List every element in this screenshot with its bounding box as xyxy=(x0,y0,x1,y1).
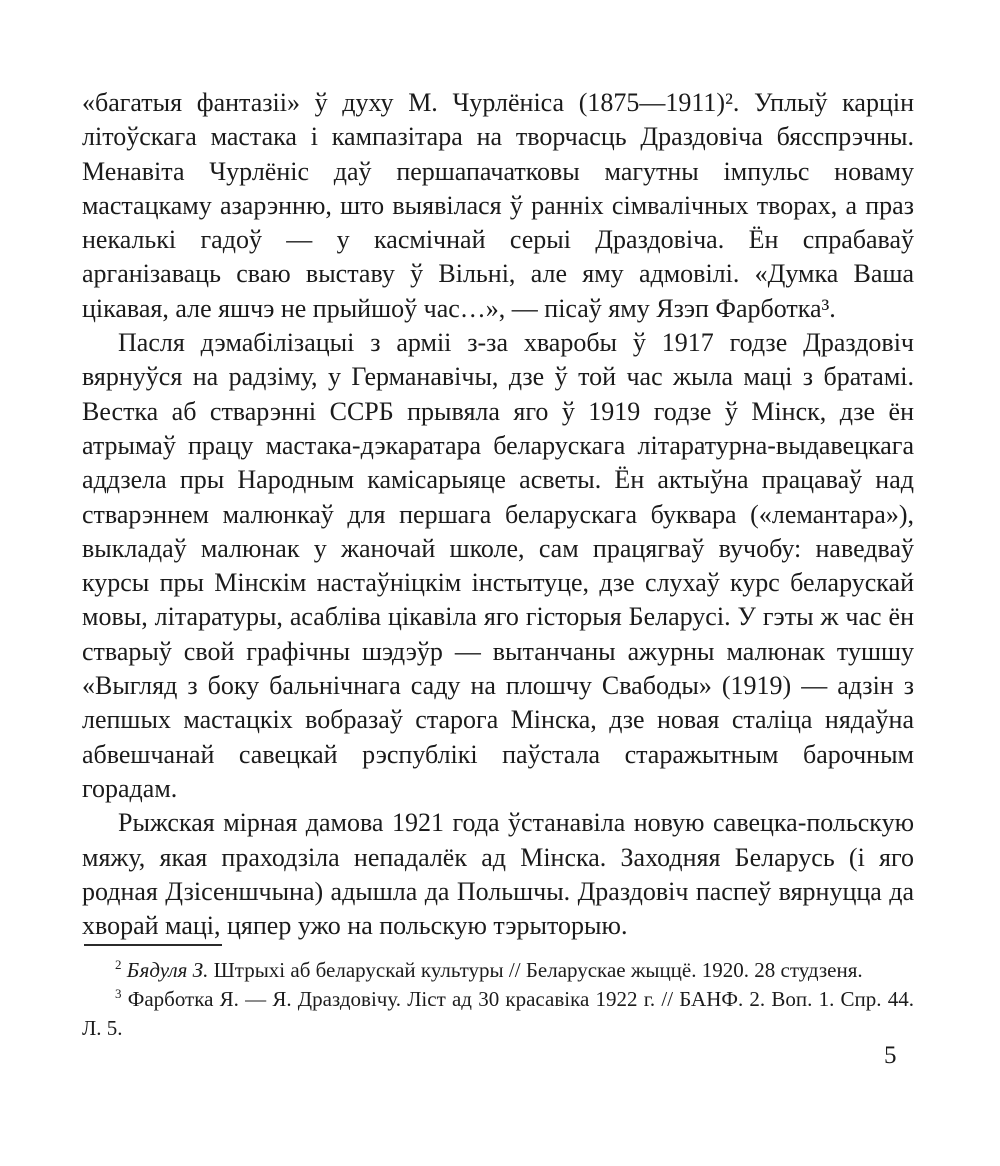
footnotes-section xyxy=(82,944,914,1043)
footnote-2-text: Штрыхі аб беларускай культуры // Беларускае жыццё. 1920. 28 студзеня. xyxy=(213,958,863,982)
main-text xyxy=(82,86,914,943)
footnote-2-marker: 2 xyxy=(115,957,122,972)
paragraph-2: Пасля дэмабілізацыі з арміі з-за хваробы ў 1917 годзе Драздовіч вярнуўся на радзіму, у Германавічы, дзе ў той час жыла маці з братамі. Вестка аб стварэнні ССРБ прывяла яго ў 1919 годзе ў Мінск, дзе ён атрымаў працу мастака-дэкаратара беларускага літаратурна-выдавецкага аддзела пры Народным камісарыяце асветы. Ён актыўна працаваў над стварэннем малюнкаў для першага беларускага буквара («лемантара»), выкладаў малюнак у жаночай школе, сам працягваў вучобу: наведваў курсы пры Мінскім настаўніцкім інстытуце, дзе слухаў курс беларускай мовы, літаратуры, асабліва цікавіла яго гісторыя Беларусі. У гэты ж час ён стварыў свой графічны шэдэўр — вытанчаны ажурны малюнак тушшу «Выгляд з боку бальнічнага саду на плошчу Свабоды» (1919) — адзін з лепшых мастацкіх вобразаў старога Мінска, дзе новая сталіца нядаўна абвешчанай савецкай рэспублікі паўстала старажытным барочным горадам. xyxy=(82,328,914,803)
footnote-2-author: Бядуля З. xyxy=(126,958,209,982)
footnote-3-marker: 3 xyxy=(115,986,122,1001)
page-number: 5 xyxy=(884,1042,897,1069)
paragraph-1: «багатыя фантазіі» ў духу М. Чурлёніса (1875—1911)². Уплыў карцін літоўскага мастака і кампазітара на творчасць Драздовіча бясспрэчны. Менавіта Чурлёніс даў першапачатковы магутны імпульс новаму мастацкаму азарэнню, што выявілася ў ранніх сімвалічных творах, а праз некалькі гадоў — у касмічнай серыі Драздовіча. Ён спрабаваў арганізаваць сваю выставу ў Вільні, але яму адмовілі. «Думка Ваша цікавая, але яшчэ не прыйшоў час…», — пісаў яму Язэп Фарботка³. xyxy=(82,88,914,323)
footnote-3 xyxy=(82,985,914,1043)
footnote-3-text: Фарботка Я. — Я. Драздовічу. Ліст ад 30 красавіка 1922 г. // БАНФ. 2. Воп. 1. Спр. 44. Л. 5. xyxy=(82,987,914,1040)
paragraph-3: Рыжская мірная дамова 1921 года ўстанавіла новую савецка-польскую мяжу, якая праходзіла непадалёк ад Мінска. Заходняя Беларусь (і яго родная Дзісеншчына) адышла да Польшчы. Драздовіч паспеў вярнуцца да хворай маці, цяпер ужо на польскую тэрыторыю. xyxy=(82,808,914,941)
footnote-2 xyxy=(82,956,914,985)
footnote-separator xyxy=(84,944,222,946)
